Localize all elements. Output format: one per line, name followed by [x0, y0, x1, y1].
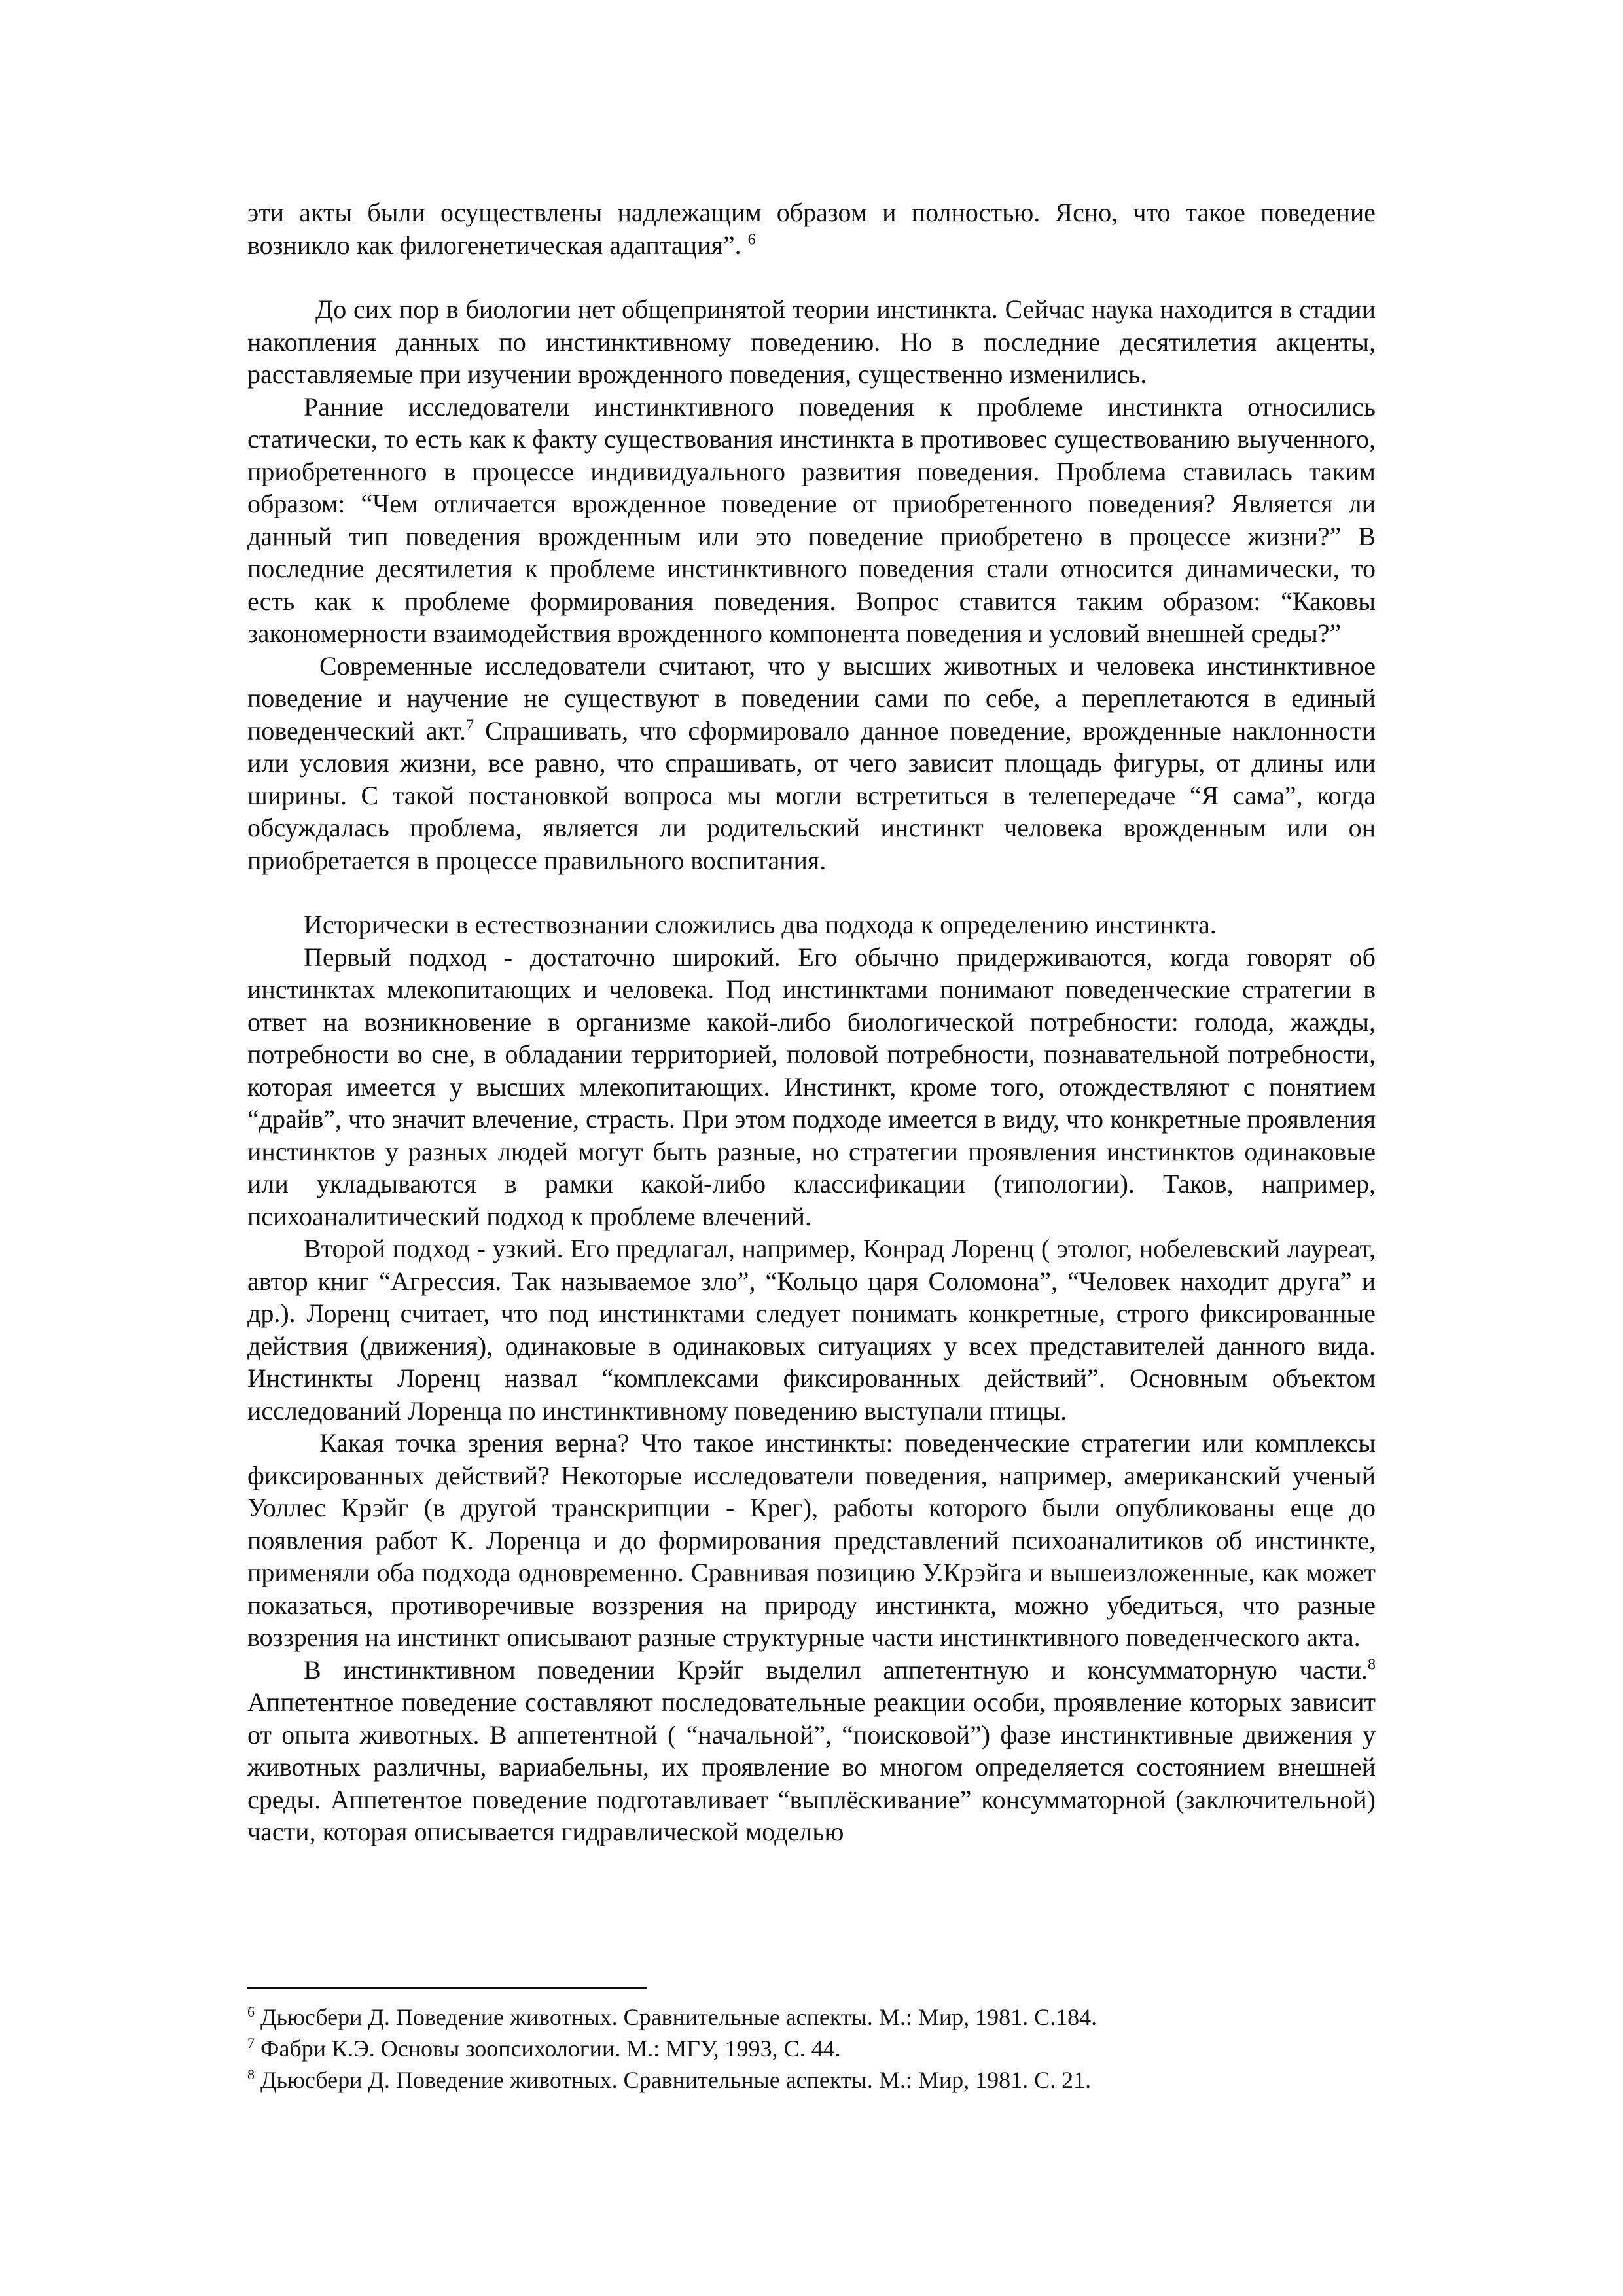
footnote-text: Дьюсбери Д. Поведение животных. Сравнительные аспекты. М.: Мир, 1981. С. 21.: [260, 2067, 1092, 2093]
paragraph-modern-researchers: [247, 650, 1376, 877]
footnote: [247, 2033, 1376, 2064]
footnote: [247, 2064, 1376, 2096]
footnote-ref[interactable]: 8: [1368, 1656, 1376, 1674]
paragraph-text: До сих пор в биологии нет общепринятой теории инстинкта. Сейчас наука находится в стадии накопления данных по инстинктивному поведению. Но в последние десятилетия акценты, расставляемые при изучении врожденного поведения, существенно изменились.: [247, 295, 1376, 389]
paragraph-no-theory: [247, 293, 1376, 391]
paragraph-text: Аппетентное поведение составляют последовательные реакции особи, проявление которых зависит от опыта животных. В аппетентной ( “начальной”, “поисковой”) фазе инстинктивные движения у животных различны, вариабельны, их проявление во многом определяется состоянием внешней среды. Аппетентое поведение подготавливает “выплёскивание” консумматорной (заключительной) части, которая описывается гидравлической моделью: [247, 1687, 1376, 1846]
footnotes: [247, 2001, 1376, 2096]
paragraph-text: Исторически в естествознании сложились два подхода к определению инстинкта.: [304, 910, 1217, 939]
footnote-number: 8: [247, 2066, 255, 2083]
paragraph-text: Второй подход - узкий. Его предлагал, например, Конрад Лоренц ( этолог, нобелевский лауреат, автор книг “Агрессия. Так называемое зло”, “Кольцо царя Соломона”, “Человек находит друга” и др.). Лоренц считает, что под инстинктами следует понимать конкретные, строго фиксированные действия (движения), одинаковые в одинаковых ситуациях у всех представителей данного вида. Инстинкты Лоренц назвал “комплексами фиксированных действий”. Основным объектом исследований Лоренца по инстинктивному поведению выступали птицы.: [247, 1234, 1376, 1426]
paragraph-text: Какая точка зрения верна? Что такое инстинкты: поведенческие стратегии или комплексы фиксированных действий? Некоторые исследователи поведения, например, американский ученый Уоллес Крэйг (в другой транскрипции - Крег), работы которого были опубликованы еще до появления работ К. Лоренца и до формирования представлений психоаналитиков об инстинкте, применяли оба подхода одновременно. Сравнивая позицию У.Крэйга и вышеизложенные, как может показаться, противоречивые воззрения на природу инстинкта, можно убедиться, что разные воззрения на инстинкт описывают разные структурные части инстинктивного поведенческого акта.: [247, 1428, 1376, 1652]
footnote-ref[interactable]: 6: [747, 231, 756, 249]
paragraph-craig: [247, 1654, 1376, 1848]
paragraph-quote-ending: [247, 196, 1376, 261]
paragraph-text: В инстинктивном поведении Крэйг выделил аппетентную и консумматорную части.: [304, 1655, 1368, 1685]
paragraph-early-researchers: [247, 391, 1376, 650]
paragraph-second-approach: [247, 1232, 1376, 1427]
footnote-number: 7: [247, 2035, 255, 2051]
paragraph-text: Ранние исследователи инстинктивного поведения к проблеме инстинкта относились статически, то есть как к факту существования инстинкта в противовес существованию выученного, приобретенного в процессе индивидуального развития поведения. Проблема ставилась таким образом: “Чем отличается врожденное поведение от приобретенного поведения? Является ли данный тип поведения врожденным или это поведение приобретено в процессе жизни?” В последние десятилетия к проблеме инстинктивного поведения стали относится динамически, то есть как к проблеме формирования поведения. Вопрос ставится таким образом: “Каковы закономерности взаимодействия врожденного компонента поведения и условий внешней среды?”: [247, 391, 1376, 648]
footnote: [247, 2001, 1376, 2033]
paragraph-first-approach: [247, 941, 1376, 1233]
paragraph-text: эти акты были осуществлены надлежащим образом и полностью. Ясно, что такое поведение возникло как филогенетическая адаптация”.: [247, 198, 1376, 260]
paragraph-text: Современные исследователи считают, что у высших животных и человека инстинктивное поведение и научение не существуют в поведении сами по себе, а переплетаются в единый поведенческий акт.: [247, 651, 1376, 745]
paragraph-two-approaches: [247, 908, 1376, 941]
footnote-separator: [247, 1987, 647, 1989]
paragraph-text: Первый подход - достаточно широкий. Его обычно придерживаются, когда говорят об инстинктах млекопитающих и человека. Под инстинктами понимают поведенческие стратегии в ответ на возникновение в организме какой-либо биологической потребности: голода, жажды, потребности во сне, в обладании территорией, половой потребности, познавательной потребности, которая имеется у высших млекопитающих. Инстинкт, кроме того, отождествляют с понятием “драйв”, что значит влечение, страсть. При этом подходе имеется в виду, что конкретные проявления инстинктов у разных людей могут быть разные, но стратегии проявления инстинктов одинаковые или укладываются в рамки какой-либо классификации (типологии). Таков, например, психоаналитический подход к проблеме влечений.: [247, 942, 1376, 1231]
paragraph-which-view: [247, 1427, 1376, 1654]
footnote-text: Дьюсбери Д. Поведение животных. Сравнительные аспекты. М.: Мир, 1981. С.184.: [260, 2004, 1097, 2030]
footnote-ref[interactable]: 7: [465, 717, 474, 734]
footnote-number: 6: [247, 2003, 255, 2020]
paragraph-text: Спрашивать, что сформировало данное поведение, врожденные наклонности или условия жизни, все равно, что спрашивать, от чего зависит площадь фигуры, от длины или ширины. С такой постановкой вопроса мы могли встретиться в телепередаче “Я сама”, когда обсуждалась проблема, является ли родительский инстинкт человека врожденным или он приобретается в процессе правильного воспитания.: [247, 715, 1376, 875]
body-text: [247, 196, 1376, 1848]
footnote-text: Фабри К.Э. Основы зоопсихологии. М.: МГУ, 1993, С. 44.: [260, 2036, 841, 2062]
